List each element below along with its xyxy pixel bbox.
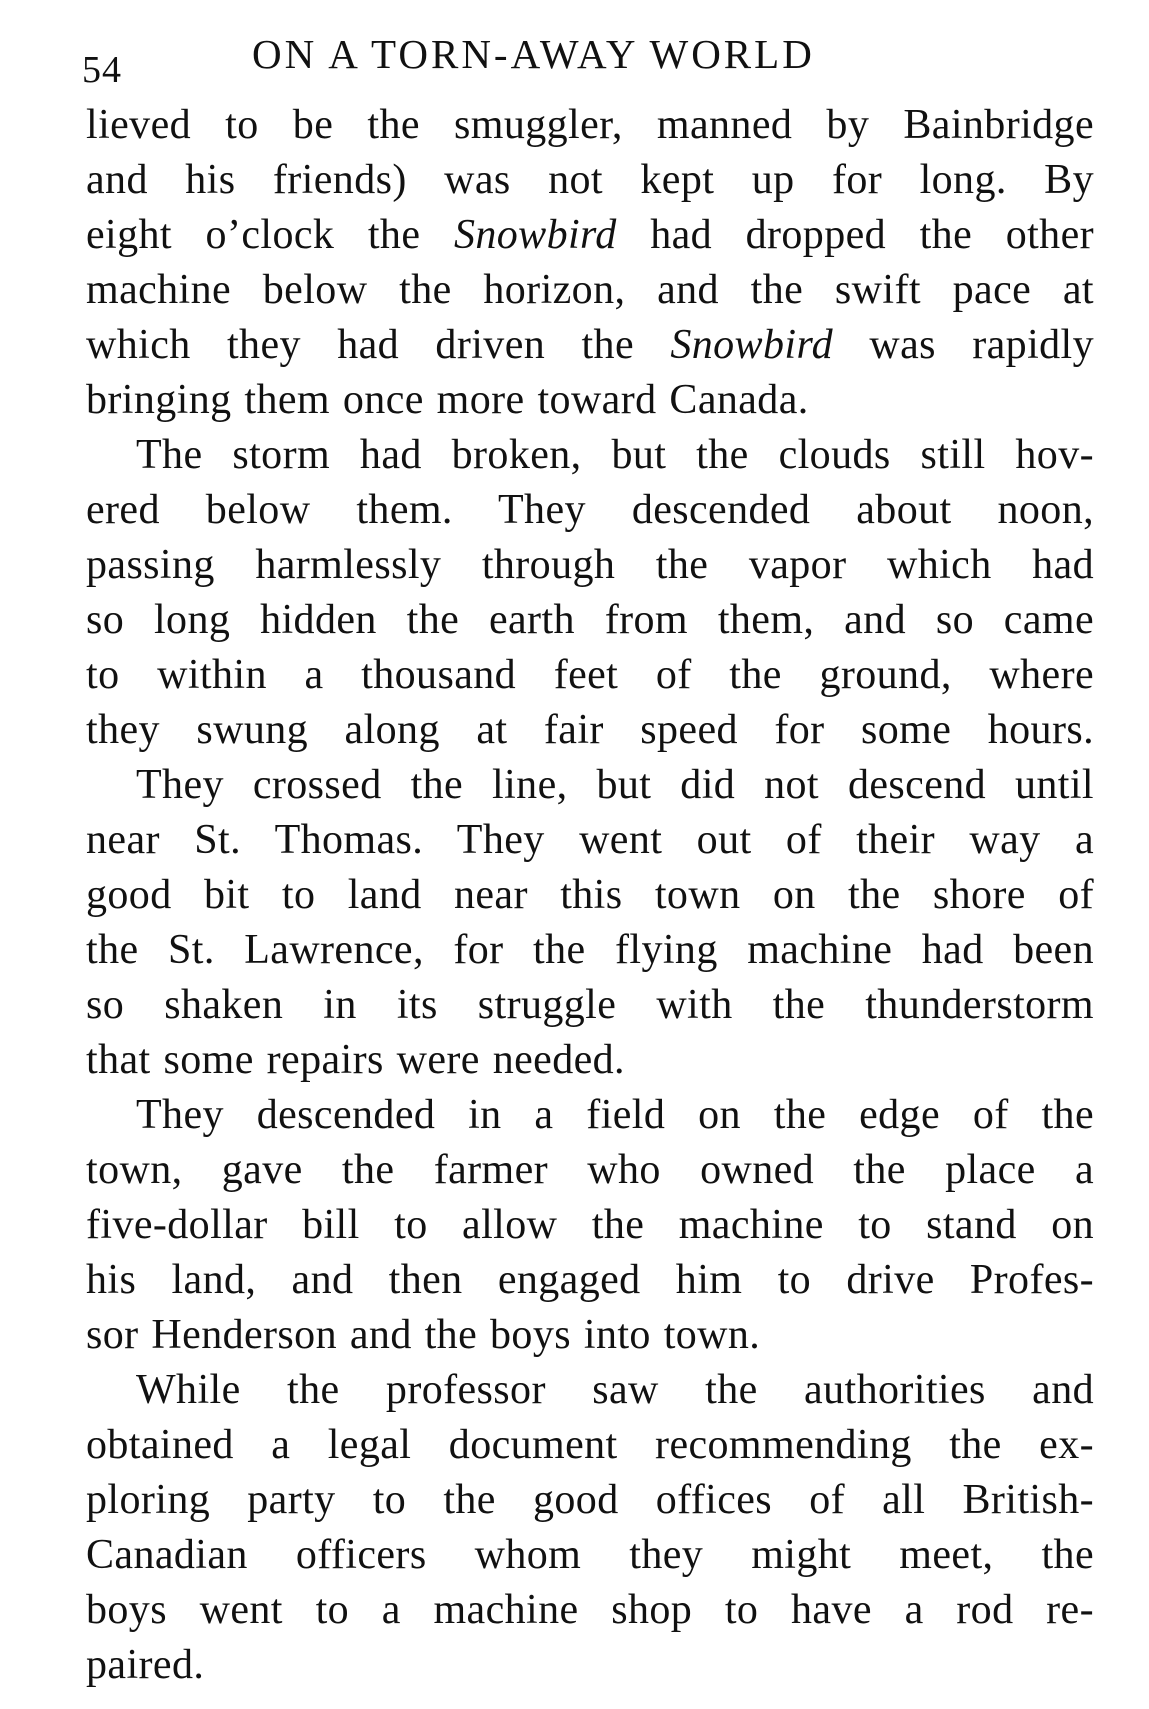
- text-line: the St. Lawrence, for the flying machine had been: [86, 927, 1094, 973]
- text-line: bringing them once more toward Canada.: [86, 377, 809, 423]
- text-line: town, gave the farmer who owned the place a: [86, 1147, 1094, 1193]
- text-line: to within a thousand feet of the ground, where: [86, 652, 1094, 698]
- text-line: they swung along at fair speed for some hours.: [86, 707, 1094, 753]
- text-line: near St. Thomas. They went out of their way a: [86, 817, 1094, 863]
- text-line: Canadian officers whom they might meet, the: [86, 1532, 1094, 1578]
- text-line: boys went to a machine shop to have a rod re-: [86, 1587, 1094, 1633]
- text-line: ploring party to the good offices of all British-: [86, 1477, 1094, 1523]
- text-line: his land, and then engaged him to drive Profes-: [86, 1257, 1094, 1303]
- text-line: They crossed the line, but did not descend until: [136, 762, 1094, 808]
- text-line: obtained a legal document recommending the ex-: [86, 1422, 1094, 1468]
- text-line: sor Henderson and the boys into town.: [86, 1312, 761, 1358]
- text-line: lieved to be the smuggler, manned by Bainbridge: [86, 102, 1094, 148]
- page-number: 54: [82, 49, 122, 91]
- running-head: [82, 22, 1082, 92]
- text-line: good bit to land near this town on the shore of: [86, 872, 1094, 918]
- italic-ship-name: Snowbird: [670, 322, 834, 368]
- text-line: ered below them. They descended about noon,: [86, 487, 1094, 533]
- text-line: [86, 208, 1094, 263]
- text-line: The storm had broken, but the clouds still hov-: [136, 432, 1094, 478]
- text-line: [86, 318, 1094, 373]
- text-segment: was rapidly: [869, 322, 1095, 368]
- text-line: passing harmlessly through the vapor which had: [86, 542, 1094, 588]
- italic-ship-name: Snowbird: [453, 212, 617, 258]
- text-line: While the professor saw the authorities and: [136, 1367, 1094, 1413]
- text-line: so shaken in its struggle with the thunderstorm: [86, 982, 1094, 1028]
- text-line: machine below the horizon, and the swift pace at: [86, 267, 1094, 313]
- text-segment: eight o’clock the: [86, 212, 421, 258]
- text-line: They descended in a field on the edge of the: [136, 1092, 1094, 1138]
- text-segment: had dropped the other: [650, 212, 1094, 258]
- text-line: five-dollar bill to allow the machine to stand on: [86, 1202, 1094, 1248]
- text-segment: which they had driven the: [86, 322, 634, 368]
- running-title: ON A TORN-AWAY WORLD: [252, 31, 815, 77]
- text-line: and his friends) was not kept up for long. By: [86, 157, 1094, 203]
- text-line: paired.: [86, 1642, 205, 1688]
- text-line: that some repairs were needed.: [86, 1037, 625, 1083]
- body-text: [86, 98, 1094, 1693]
- text-line: so long hidden the earth from them, and so came: [86, 597, 1094, 643]
